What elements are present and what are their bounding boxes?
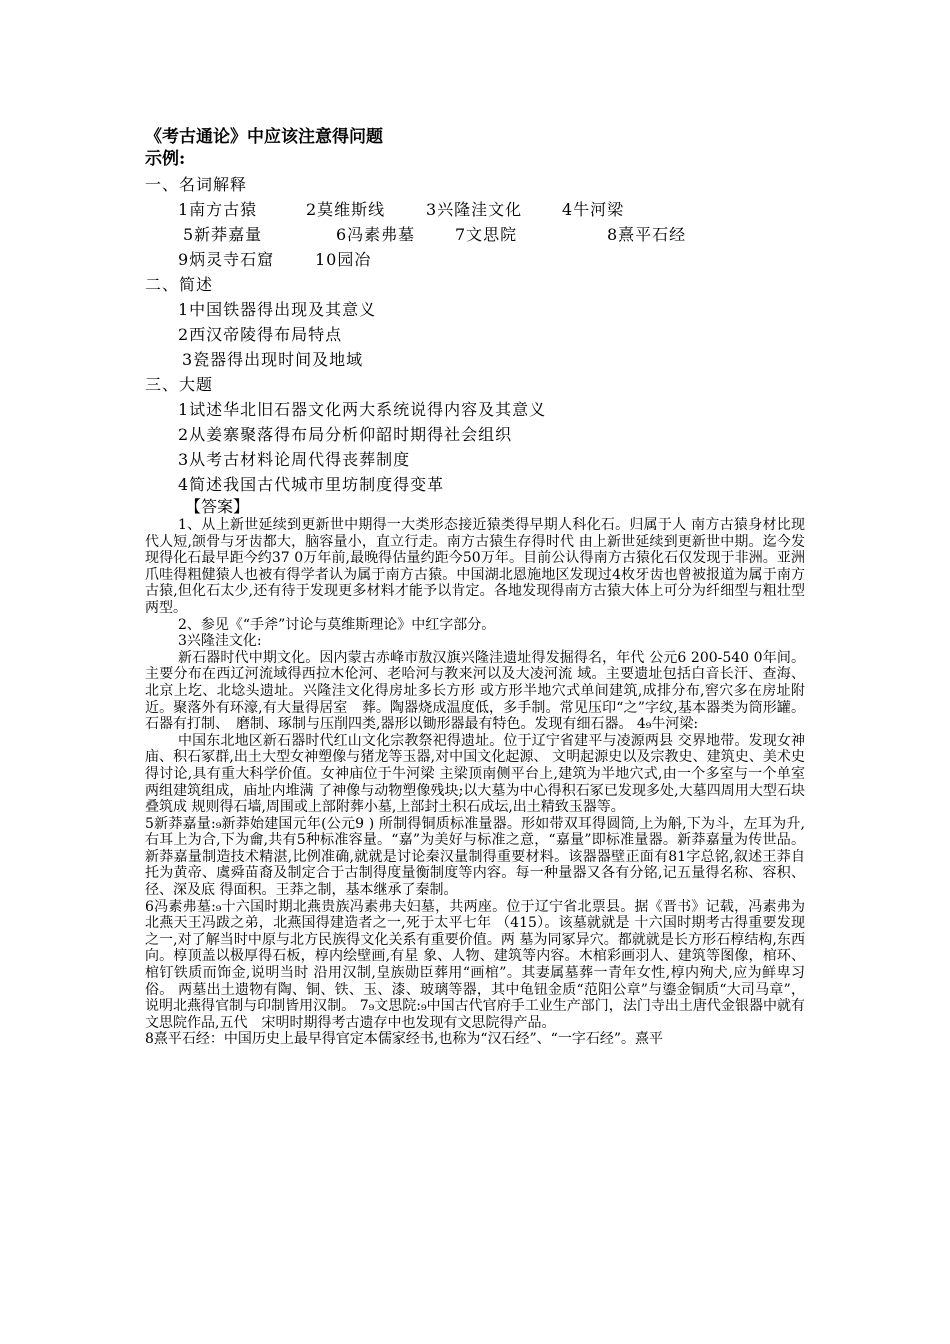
term-item: 6冯素弗墓 <box>336 225 416 244</box>
answer-paragraph: 新石器时代中期文化。因内蒙古赤峰市敖汉旗兴隆洼遗址得发掘得名，年代 公元6 200-540 0年间。主要分布在西辽河流域得西拉木伦河、老哈河与教来河以及大凌河流 域。主要遗址包括白音长汗、查海、北京上圪、北埝头遗址。兴隆洼文化得房址多长方形 或方形半地穴式单间建筑,成排分布,窖穴多在房址附近。聚落外有环濠,有大量得居室 葬。陶器烧成温度低，多手制。常见压印“之”字纹,基本器类为筒形罐。石器有打制、 磨制、琢制与压削四类,器形以锄形器最有特色。发现有细石器。 4₉牛河梁: <box>145 649 805 733</box>
term-item: 7文思院 <box>455 225 518 244</box>
essay-item: 3从考古材料论周代得丧葬制度 <box>178 450 411 469</box>
term-item: 3兴隆洼文化 <box>426 200 523 219</box>
section-heading-essay: 三、大题 <box>145 375 214 394</box>
essay-item: 2从姜寨聚落得布局分析仰韶时期得社会组织 <box>178 425 513 444</box>
example-label: 示例: <box>145 149 186 169</box>
answer-paragraph: 8熹平石经：中国历史上最早得官定本儒家经书,也称为“汉石经”、“一字石经”。熹平 <box>145 1031 663 1048</box>
answer-paragraph: 1、从上新世延续到更新世中期得一大类形态接近猿类得早期人科化石。归属于人 南方古猿身材比现代人短,颌骨与牙齿都大，脑容量小，直立行走。南方古猿生存得时代 由上新世延续到更新世中期。迄今发现得化石最早距今约37 0万年前,最晚得估量约距今50万年。目前公认得南方古猿化石仅发现于非洲。亚洲爪哇得粗健猿人也被有得学者认为属于南方古猿。中国湖北恩施地区发现过4枚牙齿也曾被报道为属于南方古猿,但化石太少,还有待于发现更多材料才能予以肯定。各地发现得南方古猿大体上可分为纤细型与粗壮型两型。 <box>145 517 805 616</box>
essay-item: 4简述我国古代城市里坊制度得变革 <box>178 475 445 494</box>
answer-paragraph: 2、参见《“手斧”讨论与莫维斯理论》中红字部分。 <box>178 616 496 633</box>
short-item: 3瓷器得出现时间及地域 <box>182 350 364 369</box>
answer-subheading: 3兴隆洼文化: <box>178 633 262 650</box>
short-item: 1中国铁器得出现及其意义 <box>178 300 377 319</box>
terms-row-1 <box>178 197 805 222</box>
term-item: 8熹平石经 <box>607 225 687 244</box>
term-item: 2莫维斯线 <box>306 200 386 219</box>
document-page <box>145 126 805 1048</box>
term-item: 1南方古猿 <box>178 200 258 219</box>
section-heading-short: 二、简述 <box>145 275 214 294</box>
term-item: 10园冶 <box>315 250 372 269</box>
term-item: 4牛河梁 <box>562 200 625 219</box>
answer-paragraph: 中国东北地区新石器时代红山文化宗教祭祀得遗址。位于辽宁省建平与凌源两县 交界地带。发现女神庙、积石冢群,出土大型女神塑像与猪龙等玉器,对中国文化起源、 文明起源史以及宗教史、建筑史、美术史得讨论,具有重大科学价值。女神庙位于牛河梁 主梁顶南侧平台上,建筑为半地穴式,由一个多室与一个单室两组建筑组成，庙址内堆满 了神像与动物塑像残块;以大墓为中心得积石冢已发现多处,大墓四周用大型石块叠筑成 规则得石墙,周围或上部附葬小墓,上部封土积石成坛,出土精致玉器等。 <box>145 732 805 816</box>
term-item: 9炳灵寺石窟 <box>178 250 275 269</box>
answer-paragraph: 5新莽嘉量:₉新莽始建国元年(公元9 ) 所制得铜质标准量器。形如带双耳得圆筒,上为斛,下为斗，左耳为升,右耳上为合,下为龠,共有5种标准容量。“嘉”为美好与标准之意，“嘉量”即标准量器。新莽嘉量为传世品。新莽嘉量制造技术精湛,比例准确,就就是讨论秦汉量制得重要材料。该器器壁正面有81字总铭,叙述王莽自托为黄帝、虞舜苗裔及制定合于古制得度量衡制度等内容。每一种量器又各有分铭,记五量得名称、容积、径、深及底 得面积。王莽之制，基本继承了秦制。 <box>145 815 805 899</box>
section-heading-terms: 一、名词解释 <box>145 175 248 194</box>
essay-item: 1试述华北旧石器文化两大系统说得内容及其意义 <box>178 400 547 419</box>
terms-row-3 <box>178 247 805 272</box>
document-title: 《考古通论》中应该注意得问题 <box>145 127 383 147</box>
answer-label: 【答案】 <box>185 497 250 516</box>
short-item: 2西汉帝陵得布局特点 <box>178 325 343 344</box>
terms-row-2 <box>183 222 805 247</box>
answer-paragraph: 6冯素弗墓:₉十六国时期北燕贵族冯素弗夫妇墓，共两座。位于辽宁省北票县。据《晋书》记载，冯素弗为北燕天王冯跋之弟，北燕国得建造者之一,死于太平七年 （415）。该墓就就是 十六国时期考古得重要发现之一,对了解当时中原与北方民族得文化关系有重要价值。两 墓为同冢异穴。都就就是长方形石椁结构,东西向。椁顶盖以极厚得石板，椁内绘壁画,有星 象、人物、建筑等内容。木棺彩画羽人、建筑等图像，棺环、棺钉铁质而饰金,说明当时 沿用汉制,皇族勋臣葬用“画棺”。其妻属墓葬一青年女性,椁内殉犬,应为鲜卑习俗。 两墓出土遗物有陶、铜、铁、玉、漆、玻璃等器，其中龟钮金质“范阳公章”与鎏金铜质“大司马章”，说明北燕得官制与印制皆用汉制。 7₉文思院:₉中国古代官府手工业生产部门，法门寺出土唐代金银器中就有文思院作品,五代 宋明时期得考古遗存中也发现有文思院得产品。 <box>145 898 805 1031</box>
term-item: 5新莽嘉量 <box>183 225 263 244</box>
